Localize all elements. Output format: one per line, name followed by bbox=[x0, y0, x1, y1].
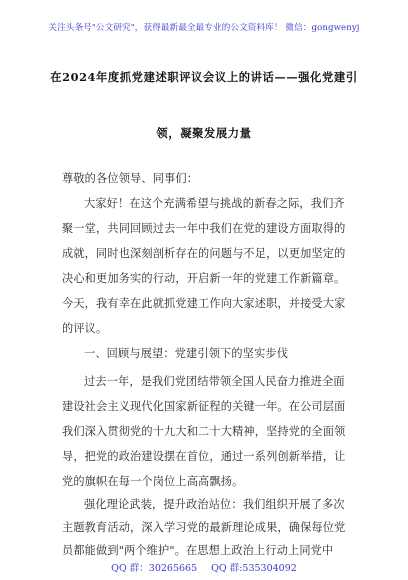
paragraph-line: 今天，我有幸在此就抓党建工作向大家述职，并接受大家 bbox=[62, 297, 346, 310]
paragraph-line: 决心和更加务实的行动，开启新一年的党建工作新篇章。 bbox=[62, 272, 346, 285]
paragraph-line: 员都能做到"两个维护"。在思想上政治上行动上同党中 bbox=[62, 544, 334, 557]
paragraph-line: 的评议。 bbox=[62, 322, 108, 335]
paragraph-line: 导，把党的政治建设摆在首位，通过一系列创新举措，让 bbox=[62, 450, 346, 463]
salutation: 尊敬的各位领导、同事们： bbox=[62, 172, 199, 185]
footer-qq-group-2: QQ 群:535304092 bbox=[211, 563, 297, 574]
header-banner: 关注头条号"公文研究"，获得最新最全最专业的公文资料库！ 微信：gongwenyj bbox=[48, 23, 360, 33]
paragraph-line: 主题教育活动，深入学习党的最新理论成果，确保每位党 bbox=[62, 521, 346, 534]
paragraph-line: 强化理论武装，提升政治站位：我们组织开展了多次 bbox=[84, 498, 345, 511]
document-title-line-2: 领，凝聚发展力量 bbox=[156, 126, 252, 140]
document-title-line-1: 在2024年度抓党建述职评议会议上的讲话——强化党建引 bbox=[50, 70, 358, 84]
paragraph-line: 党的旗帜在每一个岗位上高高飘扬。 bbox=[62, 475, 244, 488]
paragraph-line: 我们深入贯彻党的十九大和二十大精神，坚持党的全面领 bbox=[62, 425, 346, 438]
paragraph-line: 建设社会主义现代化国家新征程的关键一年。在公司层面 bbox=[62, 400, 346, 413]
paragraph-line: 过去一年，是我们党团结带领全国人民奋力推进全面 bbox=[84, 375, 345, 388]
footer-qq-group-1: QQ 群：30265665 bbox=[111, 563, 198, 574]
paragraph-line: 成就，同时也深刻剖析存在的问题与不足，以更加坚定的 bbox=[62, 247, 346, 260]
paragraph-line: 大家好！在这个充满希望与挑战的新春之际，我们齐 bbox=[84, 197, 345, 210]
footer bbox=[0, 560, 408, 574]
section-heading: 一、回顾与展望：党建引领下的坚实步伐 bbox=[84, 347, 289, 360]
paragraph-line: 聚一堂，共同回顾过去一年中我们在党的建设方面取得的 bbox=[62, 222, 346, 235]
